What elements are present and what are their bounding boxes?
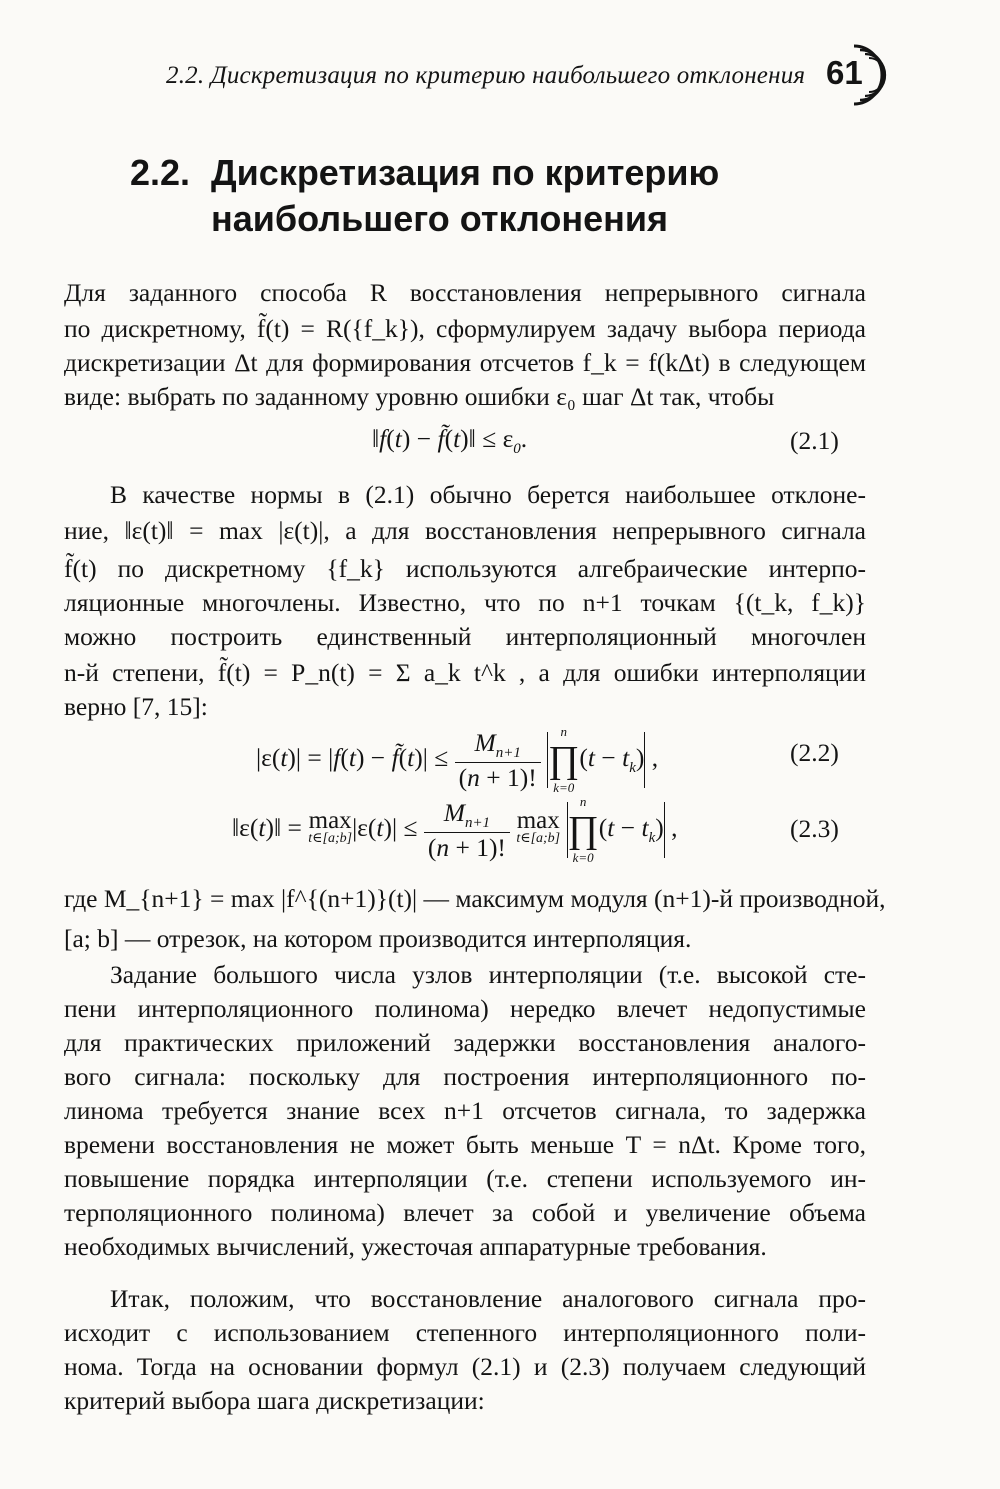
paragraph-3-line-2: [a; b] — отрезок, на котором производится интерполяция. [64, 924, 692, 953]
page-number-arc-icon [846, 42, 894, 108]
paragraph-4-line-1: Задание большого числа узлов интерполяции (т.е. высокой сте- [110, 960, 866, 989]
paragraph-1-line-1: Для заданного способа R восстановления непрерывного сигнала [64, 278, 866, 307]
equation-2-2-number: (2.2) [790, 738, 839, 767]
section-title-line-2: наибольшего отклонения [211, 198, 668, 239]
paragraph-5-line-4: критерий выбора шага дискретизации: [64, 1386, 485, 1415]
paragraph-2-line-4: ляционные многочлены. Известно, что по n+1 точкам {(t_k, f_k)} [64, 588, 866, 617]
paragraph-2-line-1: В качестве нормы в (2.1) обычно берется наибольшее отклоне- [110, 480, 866, 509]
paragraph-2-line-2: ние, ‖ε(t)‖ = max |ε(t)|, а для восстановления непрерывного сигнала [64, 516, 866, 545]
page-number: 61 [826, 54, 863, 91]
paragraph-4-line-2: пени интерполяционного полинома) нередко влечет недопустимые [64, 994, 866, 1023]
paragraph-5-line-3: нома. Тогда на основании формул (2.1) и (2.3) получаем следующий [64, 1352, 866, 1381]
paragraph-5-line-1: Итак, положим, что восстановление аналогового сигнала про- [110, 1284, 866, 1313]
running-header: 2.2. Дискретизация по критерию наибольшего отклонения [166, 62, 806, 89]
paragraph-4-line-5: линома требуется знание всех n+1 отсчетов сигнала, то задержка [64, 1096, 866, 1125]
paragraph-4-line-3: для практических приложений задержки восстановления аналого- [64, 1028, 866, 1057]
paragraph-2-line-5: можно построить единственный интерполяционный многочлен [64, 622, 866, 651]
paragraph-1-line-2: по дискретному, f̃(t) = R({f_k}), сформулируем задачу выбора периода [64, 314, 866, 343]
paragraph-4-line-4: вого сигнала: поскольку для построения интерполяционного по- [64, 1062, 866, 1091]
paragraph-2-line-3: f̃(t) по дискретному {f_k} используются алгебраические интерпо- [64, 554, 866, 583]
paragraph-2-line-7: верно [7, 15]: [64, 692, 208, 721]
equation-2-1: ‖f(t) − f̃(t)‖ ≤ $\varepsilon_0$. [372, 424, 528, 457]
section-title-line-1: Дискретизация по критерию [211, 152, 720, 193]
paragraph-5-line-2: исходит с использованием степенного интерполяционного поли- [64, 1318, 866, 1347]
paragraph-3-line-1: где M_{n+1} = max |f^{(n+1)}(t)| — максимум модуля (n+1)-й производной, [64, 884, 886, 913]
paragraph-2-line-6: n-й степени, f̃(t) = P_n(t) = Σ a_k t^k , а для ошибки интерполяции [64, 658, 866, 687]
paragraph-4-line-7: повышение порядка интерполяции (т.е. степени используемого ин- [64, 1164, 866, 1193]
paragraph-4-line-6: времени восстановления не может быть меньше T = nΔt. Кроме того, [64, 1130, 866, 1159]
equation-2-3: ‖ε(t)‖ = max t∈[a;b] |ε(t)| ≤ $\frac{M_{n+1}}{(n + 1)!}$ max t∈[a;b] n ∏ k=0 $(t - t_k)$ , [232, 794, 678, 865]
paragraph-1-line-3: дискретизации Δt для формирования отсчетов f_k = f(kΔt) в следующем [64, 348, 866, 377]
equation-2-1-number: (2.1) [790, 426, 839, 455]
paragraph-4-line-8: терполяционного полинома) влечет за собой и увеличение объема [64, 1198, 866, 1227]
paragraph-1-line-4: виде: выбрать по заданному уровню ошибки ε₀ шаг Δt так, чтобы [64, 382, 775, 411]
equation-2-2: |ε(t)| = |f(t) − f̃(t)| ≤ $\frac{M_{n+1}}{(n + 1)!}$ n ∏ k=0 $(t - t_k)$ , [256, 724, 659, 795]
section-number: 2.2. [130, 152, 191, 193]
equation-2-3-number: (2.3) [790, 814, 839, 843]
paragraph-4-line-9: необходимых вычислений, ужесточая аппаратурные требования. [64, 1232, 767, 1261]
